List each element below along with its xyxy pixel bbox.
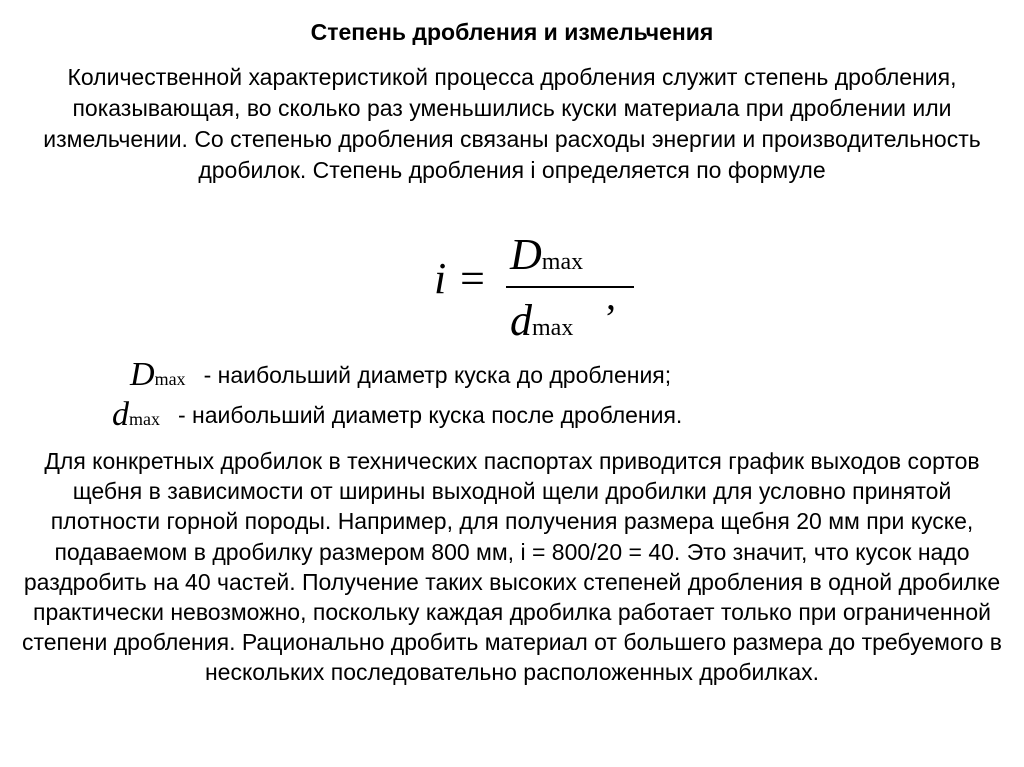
definition-symbol-sub: max: [154, 369, 186, 389]
definition-text: - наибольший диаметр куска после дробления.: [178, 402, 683, 428]
formula-comma: ,: [606, 273, 616, 318]
slide-title: Степень дробления и измельчения: [310, 19, 714, 45]
definition-symbol: [112, 396, 160, 433]
formula-denominator: [510, 296, 573, 353]
body-paragraph: Для конкретных дробилок в технических паспортах приводится график выходов сортов щебня в зависимости от ширины выходной щели дробилки для условно принятой плотности горной породы. Например, для получения размера щебня 20 мм при куске, подаваемом в дробилку размером 800 мм, i = 800/20 = 40. Это значит, что кусок надо раздробить на 40 частей. Получение таких высоких степеней дробления в одной дробилке практически невозможно, поскольку каждая дробилка работает только при ограниченной степени дробления. Рационально дробить материал от большего размера до требуемого в нескольких последовательно расположенных дробилках.: [21, 448, 1003, 686]
formula-numerator: [510, 230, 583, 287]
formula-denominator-symbol: d: [510, 296, 532, 345]
crushing-ratio-formula: [434, 230, 634, 350]
intro-paragraph: Количественной характеристикой процесса дробления служит степень дробления, показывающая, во сколько раз уменьшились куски материала при дроблении или измельчении. Со степенью дробления связаны расходы энергии и производительность дробилок. Степень дробления i определяется по формуле: [43, 64, 981, 183]
formula-numerator-sub: max: [541, 249, 584, 275]
definition-symbol-letter: d: [112, 396, 129, 433]
definition-symbol: [130, 356, 186, 393]
definition-dmax-lower: [112, 396, 683, 434]
definition-dmax-upper: [130, 356, 672, 394]
formula-denominator-sub: max: [532, 315, 574, 341]
formula-numerator-symbol: D: [510, 230, 542, 279]
definition-symbol-sub: max: [129, 409, 160, 429]
definition-text: - наибольший диаметр куска до дробления;: [203, 362, 672, 388]
definition-symbol-letter: D: [130, 356, 155, 393]
formula-lhs: i =: [434, 254, 487, 303]
